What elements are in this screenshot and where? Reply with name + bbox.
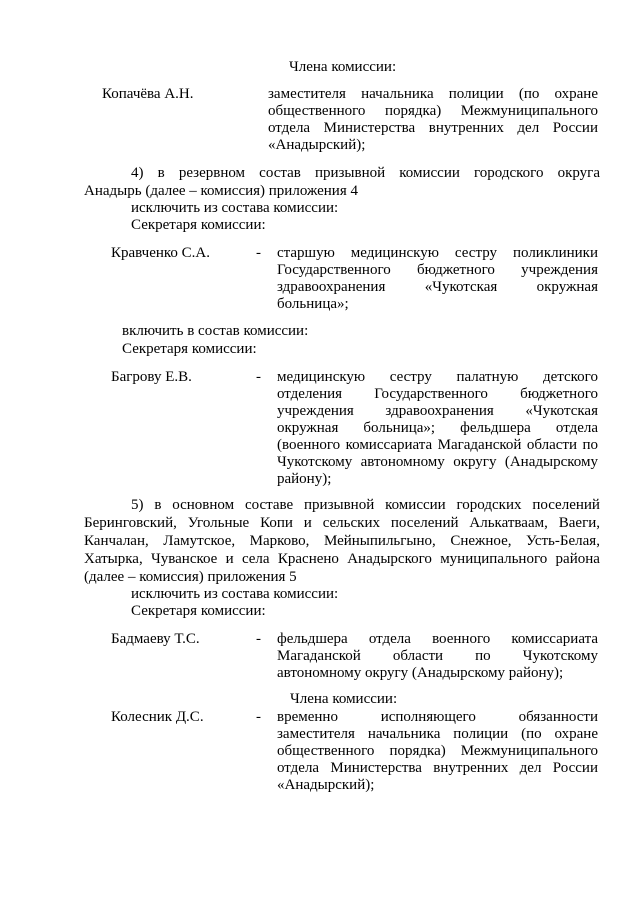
member-position-line: Чукотскому автономному округу (Анадырскому: [277, 454, 598, 470]
member-position-line: (военного комиссариата Магаданской области по: [277, 437, 598, 453]
member-name: Колесник Д.С.: [111, 709, 204, 725]
member-position-line: общественного порядка) Межмуниципального: [268, 103, 598, 119]
member-name: Кравченко С.А.: [111, 245, 211, 261]
paragraph-5-line: Хатырка, Чуванское и села Краснено Анадырского муниципального района: [84, 551, 600, 567]
member-position-line: окружная больница»; фельдшера отдела: [277, 420, 598, 436]
member-position-line: учреждения здравоохранения «Чукотская: [277, 403, 598, 419]
dash-separator: -: [256, 709, 261, 725]
member-position-line: району);: [277, 471, 332, 487]
member-position-line: медицинскую сестру палатную детского: [277, 369, 598, 385]
member-position-line: старшую медицинскую сестру поликлиники: [277, 245, 598, 261]
member-name: Копачёва А.Н.: [102, 86, 194, 102]
member-position-line: здравоохранения «Чукотская окружная: [277, 279, 598, 295]
paragraph-5-line: (далее – комиссия) приложения 5: [84, 569, 297, 585]
paragraph-4-line: Анадырь (далее – комиссия) приложения 4: [84, 183, 358, 199]
member-position-line: больница»;: [277, 296, 349, 312]
member-position-line: отделения Государственного бюджетного: [277, 386, 598, 402]
member-position-line: Магаданской области по Чукотскому: [277, 648, 598, 664]
heading-commission-member: Члена комиссии:: [289, 59, 397, 75]
paragraph-5-line: Канчалан, Ламутское, Марково, Мейныпильгыно, Снежное, Усть-Белая,: [84, 533, 600, 549]
include-label: включить в состав комиссии:: [122, 323, 309, 339]
paragraph-5-line: Беринговский, Угольные Копи и сельских поселений Алькатваам, Ваеги,: [84, 515, 600, 531]
member-position-line: Государственного бюджетного учреждения: [277, 262, 598, 278]
member-position-line: «Анадырский);: [268, 137, 366, 153]
heading-commission-member: Члена комиссии:: [290, 691, 398, 707]
secretary-label: Секретаря комиссии:: [131, 217, 266, 233]
member-name: Багрову Е.В.: [111, 369, 192, 385]
exclude-label: исключить из состава комиссии:: [131, 586, 339, 602]
member-position-line: общественного порядка) Межмуниципального: [277, 743, 598, 759]
dash-separator: -: [256, 369, 261, 385]
secretary-label: Секретаря комиссии:: [131, 603, 266, 619]
member-name: Бадмаеву Т.С.: [111, 631, 200, 647]
member-position-line: временно исполняющего обязанности: [277, 709, 598, 725]
member-position-line: «Анадырский);: [277, 777, 375, 793]
paragraph-4-line: 4) в резервном состав призывной комиссии городского округа: [131, 165, 600, 181]
member-position-line: фельдшера отдела военного комиссариата: [277, 631, 598, 647]
member-position-line: заместителя начальника полиции (по охране: [277, 726, 598, 742]
secretary-label: Секретаря комиссии:: [122, 341, 257, 357]
member-position-line: заместителя начальника полиции (по охране: [268, 86, 598, 102]
paragraph-5-line: 5) в основном составе призывной комиссии городских поселений: [131, 497, 600, 513]
dash-separator: -: [256, 245, 261, 261]
member-position-line: автономному округу (Анадырскому району);: [277, 665, 564, 681]
exclude-label: исключить из состава комиссии:: [131, 200, 339, 216]
dash-separator: -: [256, 631, 261, 647]
member-position-line: отдела Министерства внутренних дел России: [268, 120, 598, 136]
member-position-line: отдела Министерства внутренних дел России: [277, 760, 598, 776]
